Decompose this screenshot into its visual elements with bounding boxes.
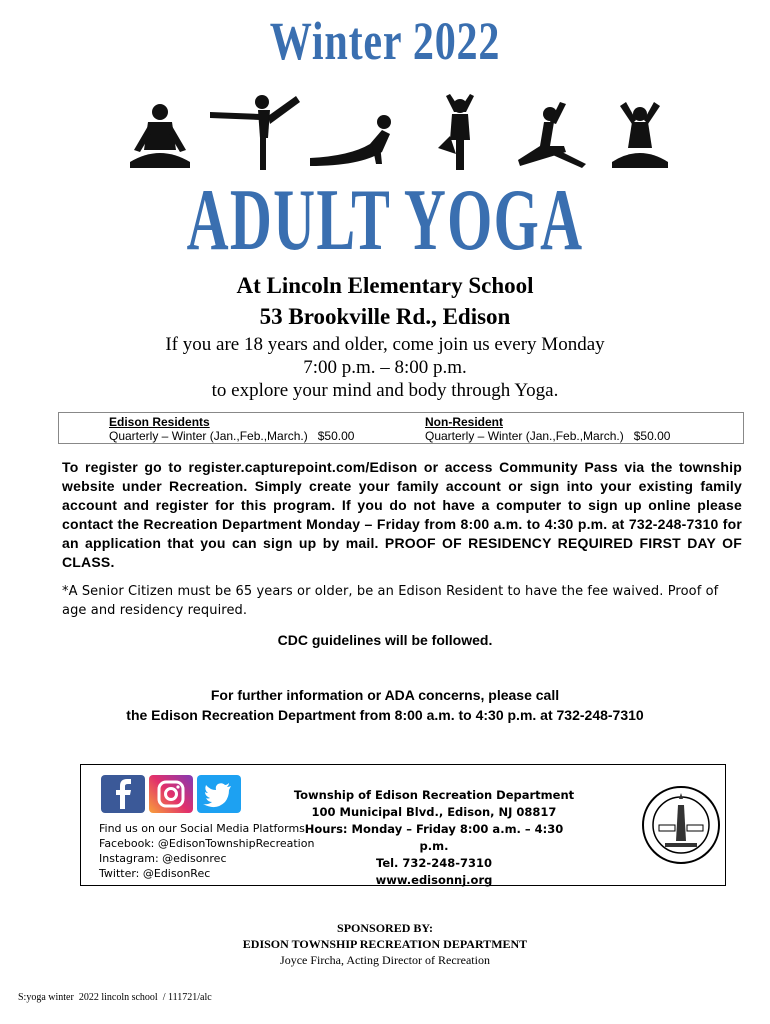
season-title: Winter 2022	[269, 11, 501, 71]
venue-address: 53 Brookville Rd., Edison	[259, 304, 511, 329]
instagram-icon	[149, 775, 193, 813]
department-phone: Tel. 732-248-7310	[376, 856, 492, 870]
resident-heading: Edison Residents	[109, 415, 210, 429]
meditation-pose-icon	[130, 104, 190, 168]
nonresident-detail: Quarterly – Winter (Jan.,Feb.,March.) $50.00	[425, 429, 671, 443]
lotus-arms-up-icon	[612, 102, 668, 168]
nonresident-heading: Non-Resident	[425, 415, 503, 429]
intro-purpose: to explore your mind and body through Yoga.	[211, 380, 559, 401]
program-title: ADULT YOGA	[186, 172, 584, 269]
resident-fee	[109, 415, 354, 443]
department-address: 100 Municipal Blvd., Edison, NJ 08817	[311, 805, 557, 819]
instagram-handle: Instagram: @edisonrec	[99, 852, 227, 865]
intro-time: 7:00 p.m. – 8:00 p.m.	[303, 357, 467, 378]
further-info-line1: For further information or ADA concerns, please call	[210, 687, 560, 703]
fee-table	[58, 412, 744, 444]
sponsor-block	[0, 920, 770, 968]
facebook-icon	[101, 775, 145, 813]
tree-pose-icon	[438, 94, 474, 170]
registration-instructions: To register go to register.capturepoint.com/Edison or access Community Pass via the township website under Recreation. Simply create your family account or sign into your existing family account and register for this program. If you do not have a computer to sign up online please contact the Recreation Department Monday – Friday from 8:00 a.m. to 4:30 p.m. at 732-248-7310 for an application that you can sign up by mail. PROOF OF RESIDENCY REQUIRED FIRST DAY OF CLASS.	[62, 459, 742, 570]
intro-eligibility: If you are 18 years and older, come join us every Monday	[165, 334, 605, 355]
sponsor-label: SPONSORED BY:	[337, 921, 433, 935]
twitter-handle: Twitter: @EdisonRec	[99, 867, 211, 880]
resident-detail: Quarterly – Winter (Jan.,Feb.,March.) $50.00	[109, 429, 355, 443]
township-seal-icon	[641, 785, 721, 865]
further-info	[0, 685, 770, 725]
yoga-poses-illustration	[120, 92, 680, 172]
lunge-pose-icon	[518, 102, 586, 168]
department-hours: Hours: Monday – Friday 8:00 a.m. – 4:30 p.m.	[304, 822, 564, 853]
twitter-icon	[197, 775, 241, 813]
department-website: www.edisonnj.org	[375, 873, 493, 887]
file-reference: S:yoga winter 2022 lincoln school / 111721/alc	[18, 992, 212, 1003]
sponsor-director: Joyce Fircha, Acting Director of Recreation	[280, 953, 490, 967]
department-info	[289, 787, 579, 889]
dancer-pose-icon	[210, 95, 300, 170]
nonresident-fee	[425, 415, 670, 443]
cdc-notice: CDC guidelines will be followed.	[277, 632, 493, 648]
venue-school: At Lincoln Elementary School	[236, 273, 534, 298]
senior-note: *A Senior Citizen must be 65 years or older, be an Edison Resident to have the fee waived. Proof of age and residency required.	[62, 584, 719, 618]
sponsor-org: EDISON TOWNSHIP RECREATION DEPARTMENT	[242, 937, 528, 951]
social-icons	[101, 775, 245, 813]
department-name: Township of Edison Recreation Department	[293, 788, 575, 802]
contact-box	[80, 764, 726, 886]
social-handles	[99, 821, 314, 881]
cobra-pose-icon	[310, 115, 391, 166]
intro-block	[0, 333, 770, 402]
facebook-handle: Facebook: @EdisonTownshipRecreation	[99, 837, 315, 850]
social-heading: Find us on our Social Media Platforms	[99, 822, 305, 835]
further-info-line2: the Edison Recreation Department from 8:00 a.m. to 4:30 p.m. at 732-248-7310	[126, 707, 644, 723]
venue-block	[0, 270, 770, 332]
